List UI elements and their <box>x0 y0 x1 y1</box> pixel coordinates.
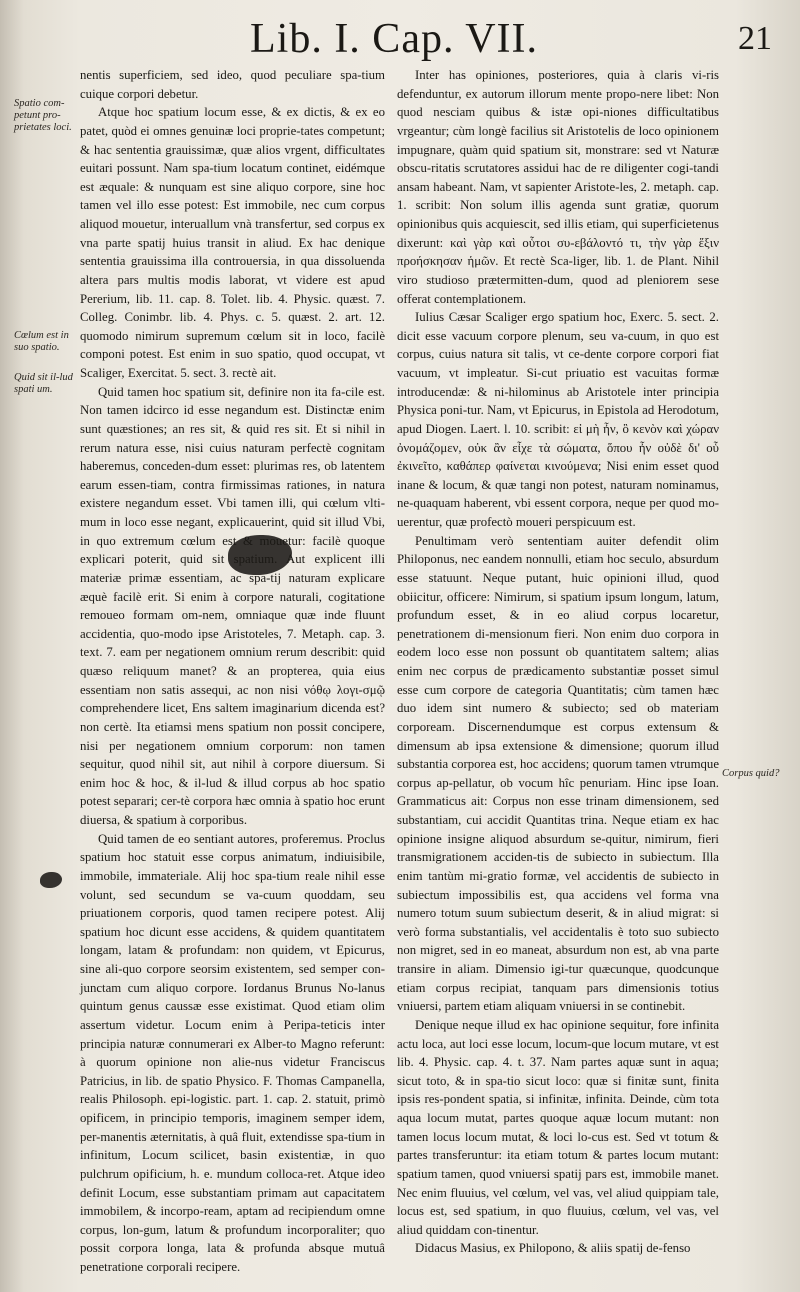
paragraph: Penultimam verò sententiam auiter defendit olim Philoponus, nec eandem nonnulli, etiam hoc seculo, absurdum esse statuunt. Neque putant, huic opinioni illud, quod obiicitur, officere: Nimirum, si spatium ipsum longum, latum, profundum esset, & in eo aliud corpus locaretur, penetrationem di-mensionum fieri. Non enim duo corpora in eodem loco esse non possunt ob quantitatem saltem; alias enim nec corpus de prædicamento substantiæ posset simul esse cum corpore de categoria Quantitatis; cùm tamen hæc duo idem sint numero & subiecto; sed ob materiam corpoream. Discernendumque est corpus extensum & dimensum ab ipsa extensione & dimensione; quorum illud substantia corporea est, hoc accidens; quorum tamen vtrumque corpus ap-pellatur, ob vocum hîc penuriam. Hinc ipse Ioan. Grammaticus ait: Corpus non esse trinam dimensionem, sed substantiam, cui accidit Quantitas trina. Neque etiam ex hac opinione insigne aliquod absurdum se-quitur, nimirum, fieri transmigrationem acciden-tis de subiecto in subiectum. Illa enim tantùm mi-gratio formæ, vel accidentis de subiecto in subiectum impossibilis est, qua accidens vel forma vna numero totum suum subiectum deserit, & in aliud migrat: si verò forma substantialis, vel accidentalis è toto suo subiecto non migret, sed in eo maneat, absurdum non est, ab vna parte transire in aliam. Dimensio igi-tur quæcunque, quodcunque etiam corpus recipiat, tanquam pars dimensionis totius vniuersi, partem etiam aliquam vniuersi in se continebit. <box>397 533 719 1014</box>
ink-stain <box>40 872 62 888</box>
margin-note-spatio: Spatio com-petunt pro-prietates loci. <box>14 98 72 133</box>
margin-note-coelum: Cœlum est in suo spatio. <box>14 330 69 353</box>
paragraph: Denique neque illud ex hac opinione sequitur, fore infinita actu loca, aut loci esse locum, locum-que locum mutare, vt est lib. 4. Physic. cap. 4. t. 37. Nam partes aquæ sunt in aqua; sicut toto, & in spa-tio sicut loco: quæ si finitæ sunt, finita ipsis res-pondent spatia, si infinitæ, infinita. Deinde, cùm tota aqua locum mutat, partes quoque aquæ locum mutant: non tamen locus locum mutat, & loci lo-cus est. Sed vt totum & partes transferuntur: ita etiam totum & partes locum mutant: spatium tamen, quod vniuersi spatij pars est, immobile manet. Nec enim fluuius, vel cœlum, vel vas, vel aliud quippiam tale, locus est, sed spatium, in quo fluuius, cœlum, vel vas, vel aliud quiddam con-tinentur. <box>397 1017 719 1237</box>
paragraph: Didacus Masius, ex Philopono, & aliis spatij de-fenso <box>415 1241 691 1256</box>
running-head: Lib. I. Cap. VII. <box>250 16 539 62</box>
margin-note-corpus: Corpus quid? <box>722 768 780 779</box>
paragraph: Iulius Cæsar Scaliger ergo spatium hoc, Exerc. 5. sect. 2. dicit esse vacuum corpore plenum, seu va-cuum, in quo est corpus, cuius natura sit talis, vt ce-dente corpore corpori fiat vacuum, vt impleatur. Si-cut priuatio est vacuitas formæ introducendæ: & ni-hilominus ab Aristotele inter principia Physica poni-tur. Nam, vt Epicurus, in Epistola ad Herodotum, apud Diogen. Laert. l. 10. scribit: εἰ μὴ ἦν, ὃ κενὸν καὶ χώραν ὀνομάζομεν, οὐκ ἂν εἶχε τὰ σώματα, ὅπου ἦν οὐδὲ δι' οὗ ἐκινεῖτο, καθάπερ φαίνεται κινούμενα; Nisi enim esset quod inane & locum, & quæ tangi non potest, naturam nominamus, ne-quaquam haberent, vbi essent corpora, neque per quod mo-uerentur, quæ profectò moueri perspicuum est. <box>397 310 719 529</box>
paragraph: Quid tamen de eo sentiant autores, proferemus. Proclus spatium hoc statuit esse corpus animatum, indiuisibile, immobile, immateriale. Alij hoc spa-tium reale nihil esse volunt, sed secundum se va-cuum quoddam, seu priuationem corporis, quod tamen recipere potest. Alij spatium hoc dicunt esse accidens, & quidem quantitatem longam, latam & profundam: non quidem, vt Epicurus, sine ali-quo corpore seorsim existentem, sed semper con-junctam cum aliquo corpore. Iordanus Brunus No-lanus quintum genus caussæ esse existimat. Quod etiam olim assertum videtur. Locum enim à Peripa-teticis inter principia naturæ connumerari ex Alber-to Magno referunt: à quorum opinione non alie-nus videtur Franciscus Patricius, in lib. de spatio Physico. F. Thomas Campanella, realis Philosoph. epi-logistic. part. 1. cap. 2. statuit, primò opificem, in principio temporis, imaginem semper idem, per-manentis æternitatis, à quâ fluit, extendisse spa-tium in infinitum, Locum scilicet, basin existentiæ, in quo pulchrum opificium, h. e. mundum colloca-ret. Atque ideo definit Locum, esse substantiam primam aut capacitatem immobilem, & incorpo-ream, aptam ad recipiendum omne corpus, lon-gum, latum & profundum incorporaliter; quo possit corpora longa, lata & profunda absque mutuâ penetratione corporali recipere. <box>80 831 385 1274</box>
right-column <box>397 66 719 1258</box>
paragraph: Quid tamen hoc spatium sit, definire non ita fa-cile est. Non tamen idcirco id esse negandum est. Distinctæ enim sunt quæstiones; an res sit, & quid res sit. Et si nihil in rerum natura esse, nisi cuius naturam perfectè cognitam haberemus, conceden-dum esset: plurimas res, ob latentem earum essen-tiam, contra firmissimas rationes, in natura existere negandum esset. Vbi tamen illi, qui cœlum vlti-mum in loco esse negant, explicauerint, quid sit illud Vbi, in quo extremum cœlum est & mouetur: facilè quoque explicari poterit, quid sit spatium. Aut explicent illi materiæ primæ essentiam, ac spa-tij naturam explicare æquè facilè erit. Si enim à corpore naturali, cogitatione remoueo formam om-nem, omniaque quæ inde fluunt accidentia, quo-modo ipse Aristoteles, 7. Metaph. cap. 3. text. 7. eam per negationem omnium rerum describit: quid quæso reliquum manet? & an propterea, quia eius essentiam non satis assequi, ac non nisi νόθῳ λογι-σμῷ comprehendere licet, Ens saltem imaginarium dicenda est? non certè. Ita etiamsi mens spatium non possit concipere, nisi per negationem omnium corporum: non tamen sequitur, quod nihil sit, aut nihil à corpore diuersum. Si enim hoc & hoc, & il-lud & illud corpus ab hoc spatio potest separari; cer-tè corpora hæc omnia à spatio hoc erunt diuersa, & spatium à corporibus. <box>80 384 385 827</box>
paragraph: nentis superficiem, sed ideo, quod peculiare spa-tium cuique corpori debetur. <box>80 68 385 101</box>
page-header <box>80 14 790 64</box>
paragraph: Inter has opiniones, posteriores, quia à claris vi-ris defenduntur, ex autorum illorum mente propo-nere libet: Non quod nesciam quibus & istæ opi-niones difficultatibus vrgeantur; cùm longè facilius sit Aristotelis de loco opinionem impugnare, quàm quid spatium sit, monstrare: sed vt Naturæ obscu-ritatis scrutatores assidui hac de re diligenter cogi-tandi ansam habeant. Nam, vt sapienter Aristote-les, 2. metaph. cap. 1. scribit: Non solum illis agenda sunt gratiæ, quorum opinionibus quis acquiescit, sed illis etiam, qui superficietenus dixerunt: καὶ γὰρ καὶ οὗτοι συ-εβάλοντό τι, τὴν γὰρ ἕξιν προήσκησαν ἡμῶν. Et rectè Sca-liger, lib. 1. de Plant. Nihil viro studioso prætermitten-dum, quod ad pleniorem sese offerat contemplationem. <box>397 68 719 306</box>
paragraph: Atque hoc spatium locum esse, & ex dictis, & ex eo patet, quòd ei omnes genuinæ loci proprie-tates competunt; & hac sententia grauissimæ, quæ alios vrgent, difficultates euitari possunt. Nam spa-tium locatum continet, eidémque est æquale: & nunquam est sine aliquo corpore, sine hoc tamen vel illo esse potest: Est immobile, nec cum corpus aliquod mouetur, interuallum vnà transfertur, sed corpus ex vna parte spatij huius transit in aliud. Ex hac denique sententia grauissima illa controuersia, in qua dissoluenda altera pars multis modis laborat, vt videre est apud Pererium, lib. 11. cap. 8. Tolet. lib. 4. Physic. quæst. 7. Colleg. Conimbr. lib. 4. Phys. c. 5. quæst. 2. art. 12. quomodo nimirum supremum cœlum sit in loco, facilè componi potest. Est enim in suo spatio, quod occupat, vt Scaliger, Exercitat. 5. sect. 3. rectè ait. <box>80 105 385 380</box>
margin-note-quid-sit: Quid sit il-lud spati um. <box>14 372 73 395</box>
page-number: 21 <box>738 20 772 57</box>
left-column <box>80 66 385 1277</box>
